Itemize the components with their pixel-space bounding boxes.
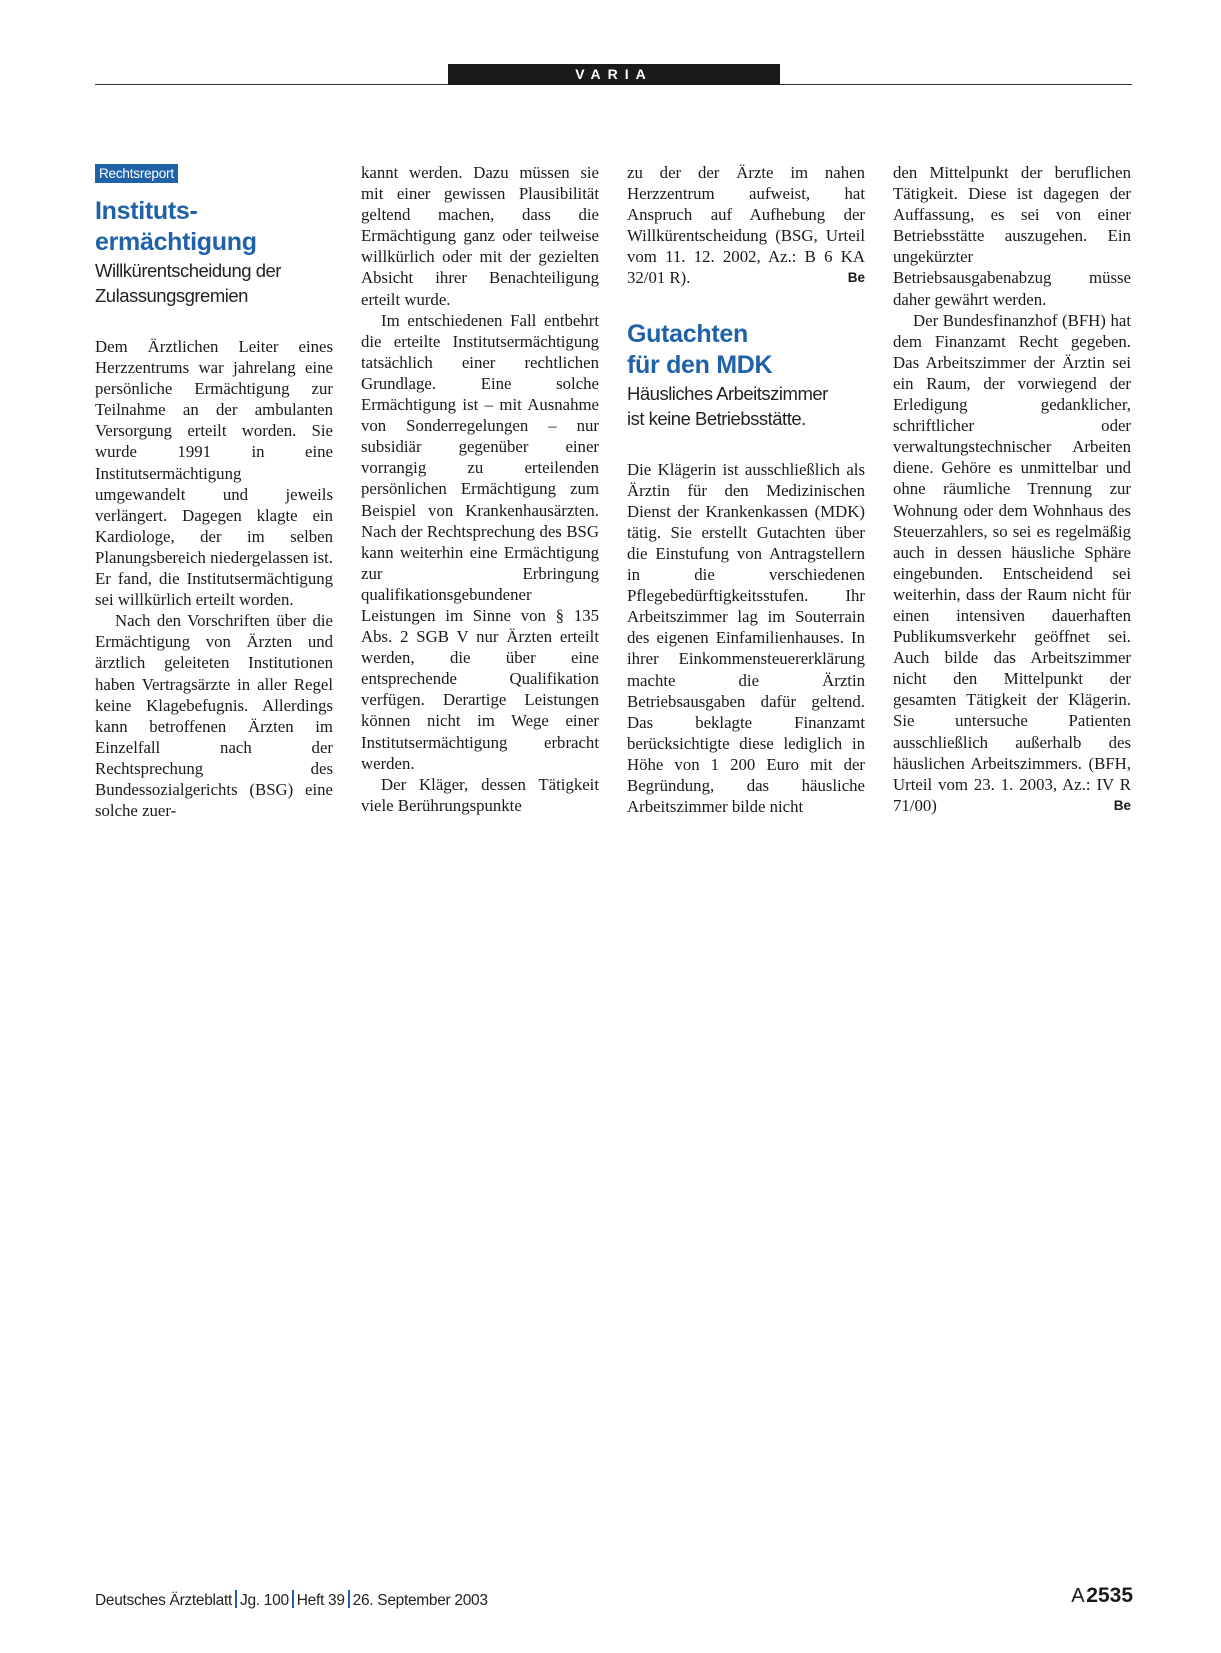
column-2	[361, 162, 599, 816]
column-4	[893, 162, 1131, 816]
article-2-title-line2: für den MDK	[627, 350, 773, 379]
page-number	[1071, 1584, 1133, 1608]
footer-separator	[292, 1590, 294, 1608]
article-1-title-line2: ermächtigung	[95, 228, 257, 256]
footer-date: 26. September 2003	[352, 1592, 488, 1609]
article-1-paragraph-2: Nach den Vorschriften über die Ermächtigung von Ärzten und ärztlich geleiteten Institutionen haben Vertragsärzte in aller Regel keine Klagebefugnis. Allerdings kann betroffenen Ärzten im Einzelfall nach der Rechtsprechung des Bundessozialgerichts (BSG) eine solche zuer-	[95, 611, 333, 821]
article-1-paragraph-1: Dem Ärztlichen Leiter eines Herzzentrums war jahrelang eine persönliche Ermächtigung zur Teilnahme an der ambulanten Versorgung erteilt worden. Sie wurde 1991 in eine Institutsermächtigung umgewandelt und jeweils verlängert. Dagegen klagte ein Kardiologe, der im selben Planungsbereich niedergelassen ist. Er fand, die Institutsermächtigung sei willkürlich erteilt worden.	[95, 337, 333, 610]
page-prefix: A	[1071, 1585, 1085, 1607]
article-1-title-line1: Instituts-	[95, 197, 198, 225]
column-3	[627, 162, 865, 817]
section-header: VARIA	[448, 64, 780, 85]
article-2-paragraph-2	[893, 310, 1131, 816]
rubric-tag: Rechtsreport	[95, 164, 178, 183]
article-1-subtitle-line2: Zulassungsgremien	[95, 285, 248, 306]
article-1-paragraph-2-cont: kannt werden. Dazu müssen sie mit einer gewissen Plausibilität geltend machen, dass die Ermächtigung ganz oder teilweise willkürlich oder mit der gezielten Absicht ihrer Benachteiligung erteilt wurde.	[361, 163, 599, 309]
footer-journal: Deutsches Ärzteblatt	[95, 1592, 233, 1609]
footer-separator	[235, 1590, 237, 1608]
article-1-subtitle-line1: Willkürentscheidung der	[95, 260, 281, 281]
article-2-paragraph-1: Die Klägerin ist ausschließlich als Ärztin für den Medizinischen Dienst der Krankenkassen (MDK) tätig. Sie erstellt Gutachten über die Einstufung von Antragstellern in die verschiedenen Pflegebedürftigkeitsstufen. Ihr Arbeitszimmer lag im Souterrain des eigenen Einfamilienhauses. In ihrer Einkommensteuererklärung machte die Ärztin Betriebsausgaben dafür geltend. Das beklagte Finanzamt berücksichtigte diese lediglich in Höhe von 1 200 Euro mit der Begründung, das häusliche Arbeitszimmer bilde nicht	[627, 459, 865, 817]
article-1-paragraph-4-cont	[627, 162, 865, 289]
article-2-subtitle	[627, 381, 865, 431]
article-2-paragraph-1-cont: den Mittelpunkt der beruflichen Tätigkeit. Diese ist dagegen der Auffassung, es sei von einer Betriebsstätte auszugehen. Ein ungekürzter Betriebsausgabenabzug müsse daher gewährt werden.	[893, 163, 1131, 309]
article-2-title	[627, 319, 865, 381]
footer-issue: Heft 39	[296, 1592, 345, 1609]
article-2-paragraph-2-text: Der Bundesfinanzhof (BFH) hat dem Finanzamt Recht gegeben. Das Arbeitszimmer der Ärztin sei ein Raum, der vorwiegend der Erledigung gedanklicher, schriftlicher oder verwaltungstechnischer Arbeiten diene. Gehöre es unmittelbar und ohne räumliche Trennung zur Wohnung oder dem Wohnhaus des Steuerzahlers, so sei es regelmäßig auch in dessen häusliche Sphäre eingebunden. Entscheidend sei weiterhin, dass der Raum nicht für einen intensiven dauerhaften Publikumsverkehr geöffnet sei. Auch bilde das Arbeitszimmer nicht den Mittelpunkt der gesamten Tätigkeit der Klägerin. Sie untersuche Patienten ausschließlich außerhalb des häuslichen Arbeitszimmers. (BFH, Urteil vom 23. 1. 2003, Az.: IV R 71/00)	[893, 310, 1131, 815]
page-footer	[95, 1590, 488, 1610]
article-1-title	[95, 196, 333, 258]
article-1-subtitle	[95, 258, 333, 308]
footer-separator	[348, 1590, 350, 1608]
article-1-paragraph-3: Im entschiedenen Fall entbehrt die erteilte Institutsermächtigung tatsächlich einer rechtlichen Grundlage. Eine solche Ermächtigung ist – mit Ausnahme von Sonderregelungen – nur subsidiär gegenüber einer vorrangig zu erteilenden persönlichen Ermächtigung zum Beispiel von Krankenhausärzten. Nach der Rechtsprechung des BSG kann weiterhin eine Ermächtigung zur Erbringung qualifikationsgebundener Leistungen im Sinne von § 135 Abs. 2 SGB V nur Ärzten erteilt werden, die über eine entsprechende Qualifikation verfügen. Derartige Leistungen können nicht im Wege einer Institutsermächtigung erbracht werden.	[361, 310, 599, 773]
article-1-paragraph-4: Der Kläger, dessen Tätigkeit viele Berührungspunkte	[361, 774, 599, 815]
article-1-author: Be	[847, 270, 865, 286]
article-2-author: Be	[1113, 797, 1131, 813]
column-1	[95, 162, 333, 821]
article-1-closing-text: zu der der Ärzte im nahen Herzzentrum aufweist, hat Anspruch auf Aufhebung der Willkürentscheidung (BSG, Urteil vom 11. 12. 2002, Az.: B 6 KA 32/01 R).	[627, 163, 865, 288]
article-2-subtitle-line1: Häusliches Arbeitszimmer	[627, 382, 828, 404]
page-number-value: 2535	[1086, 1584, 1133, 1607]
article-2-subtitle-line2: ist keine Betriebsstätte.	[627, 407, 806, 429]
footer-volume: Jg. 100	[240, 1592, 289, 1609]
article-2-title-line1: Gutachten	[627, 319, 748, 348]
